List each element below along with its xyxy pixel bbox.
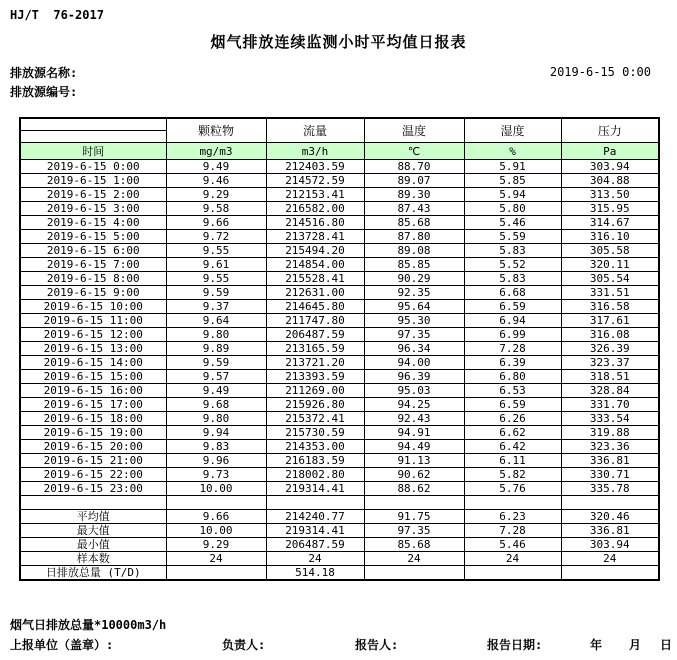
value-cell: 216582.00 — [266, 202, 364, 216]
year-label: 年 — [590, 638, 603, 652]
summary-value-cell — [166, 566, 266, 581]
summary-value-cell: 5.46 — [464, 538, 561, 552]
value-cell: 214645.80 — [266, 300, 364, 314]
time-cell: 2019-6-15 18:00 — [20, 412, 166, 426]
summary-value-cell: 10.00 — [166, 524, 266, 538]
value-cell: 9.96 — [166, 454, 266, 468]
value-cell: 320.11 — [561, 258, 659, 272]
value-cell: 9.72 — [166, 230, 266, 244]
value-cell: 89.08 — [364, 244, 464, 258]
value-cell: 5.85 — [464, 174, 561, 188]
reporting-unit-label: 上报单位（盖章）: — [10, 638, 114, 652]
value-cell: 85.68 — [364, 216, 464, 230]
table-row — [20, 468, 659, 482]
value-cell: 323.37 — [561, 356, 659, 370]
summary-row — [20, 524, 659, 538]
table-row — [20, 314, 659, 328]
summary-row — [20, 510, 659, 524]
unit-temperature: ℃ — [364, 143, 464, 160]
value-cell: 9.59 — [166, 356, 266, 370]
value-cell: 326.39 — [561, 342, 659, 356]
total-emission-note: 烟气日排放总量*10000m3/h — [10, 618, 167, 632]
table-row — [20, 188, 659, 202]
spacer-cell — [20, 496, 166, 510]
value-cell: 330.71 — [561, 468, 659, 482]
value-cell: 9.66 — [166, 216, 266, 230]
summary-value-cell: 219314.41 — [266, 524, 364, 538]
table-row — [20, 160, 659, 174]
table-row — [20, 454, 659, 468]
col-header-humidity: 湿度 — [464, 118, 561, 143]
unit-particulate: mg/m3 — [166, 143, 266, 160]
value-cell: 318.51 — [561, 370, 659, 384]
table-row — [20, 370, 659, 384]
value-cell: 316.08 — [561, 328, 659, 342]
summary-label-cell: 最小值 — [20, 538, 166, 552]
table-row — [20, 482, 659, 496]
value-cell: 9.57 — [166, 370, 266, 384]
value-cell: 314.67 — [561, 216, 659, 230]
summary-value-cell: 7.28 — [464, 524, 561, 538]
value-cell: 5.91 — [464, 160, 561, 174]
summary-value-cell: 9.66 — [166, 510, 266, 524]
value-cell: 95.64 — [364, 300, 464, 314]
spacer-row — [20, 496, 659, 510]
day-label: 日 — [660, 638, 673, 652]
unit-humidity: % — [464, 143, 561, 160]
summary-value-cell: 24 — [364, 552, 464, 566]
table-row — [20, 342, 659, 356]
value-cell: 6.42 — [464, 440, 561, 454]
value-cell: 90.29 — [364, 272, 464, 286]
summary-row — [20, 566, 659, 581]
time-cell: 2019-6-15 11:00 — [20, 314, 166, 328]
value-cell: 305.58 — [561, 244, 659, 258]
time-cell: 2019-6-15 12:00 — [20, 328, 166, 342]
value-cell: 315.95 — [561, 202, 659, 216]
value-cell: 5.94 — [464, 188, 561, 202]
time-cell: 2019-6-15 21:00 — [20, 454, 166, 468]
summary-value-cell: 91.75 — [364, 510, 464, 524]
value-cell: 6.39 — [464, 356, 561, 370]
value-cell: 5.59 — [464, 230, 561, 244]
table-row — [20, 426, 659, 440]
value-cell: 215730.59 — [266, 426, 364, 440]
col-header-pressure: 压力 — [561, 118, 659, 143]
summary-value-cell: 9.29 — [166, 538, 266, 552]
header-blank-top-cell — [20, 118, 166, 131]
time-cell: 2019-6-15 2:00 — [20, 188, 166, 202]
time-cell: 2019-6-15 19:00 — [20, 426, 166, 440]
value-cell: 85.85 — [364, 258, 464, 272]
value-cell: 6.59 — [464, 300, 561, 314]
units-row — [20, 143, 659, 160]
summary-value-cell: 303.94 — [561, 538, 659, 552]
value-cell: 9.59 — [166, 286, 266, 300]
value-cell: 92.35 — [364, 286, 464, 300]
value-cell: 6.53 — [464, 384, 561, 398]
source-name-label: 排放源名称: — [10, 66, 78, 80]
time-cell: 2019-6-15 6:00 — [20, 244, 166, 258]
value-cell: 303.94 — [561, 160, 659, 174]
value-cell: 87.80 — [364, 230, 464, 244]
value-cell: 6.62 — [464, 426, 561, 440]
value-cell: 331.51 — [561, 286, 659, 300]
value-cell: 9.73 — [166, 468, 266, 482]
value-cell: 214516.80 — [266, 216, 364, 230]
value-cell: 90.62 — [364, 468, 464, 482]
value-cell: 215926.80 — [266, 398, 364, 412]
value-cell: 331.70 — [561, 398, 659, 412]
page-title: 烟气排放连续监测小时平均值日报表 — [210, 33, 467, 51]
value-cell: 213393.59 — [266, 370, 364, 384]
value-cell: 328.84 — [561, 384, 659, 398]
value-cell: 212631.00 — [266, 286, 364, 300]
value-cell: 5.82 — [464, 468, 561, 482]
summary-value-cell: 214240.77 — [266, 510, 364, 524]
value-cell: 9.61 — [166, 258, 266, 272]
value-cell: 92.43 — [364, 412, 464, 426]
table-row — [20, 258, 659, 272]
unit-pressure: Pa — [561, 143, 659, 160]
value-cell: 89.07 — [364, 174, 464, 188]
time-cell: 2019-6-15 14:00 — [20, 356, 166, 370]
value-cell: 6.99 — [464, 328, 561, 342]
value-cell: 87.43 — [364, 202, 464, 216]
value-cell: 9.37 — [166, 300, 266, 314]
value-cell: 215372.41 — [266, 412, 364, 426]
time-cell: 2019-6-15 0:00 — [20, 160, 166, 174]
time-cell: 2019-6-15 7:00 — [20, 258, 166, 272]
value-cell: 213721.20 — [266, 356, 364, 370]
hourly-averages-table — [19, 117, 660, 581]
value-cell: 316.58 — [561, 300, 659, 314]
spacer-cell — [166, 496, 266, 510]
value-cell: 6.26 — [464, 412, 561, 426]
value-cell: 6.80 — [464, 370, 561, 384]
value-cell: 7.28 — [464, 342, 561, 356]
summary-value-cell — [464, 566, 561, 581]
time-cell: 2019-6-15 5:00 — [20, 230, 166, 244]
summary-value-cell: 320.46 — [561, 510, 659, 524]
time-column-header: 时间 — [20, 143, 166, 160]
report-date-label: 报告日期: — [487, 638, 543, 652]
summary-label-cell: 样本数 — [20, 552, 166, 566]
value-cell: 5.76 — [464, 482, 561, 496]
value-cell: 9.80 — [166, 328, 266, 342]
spacer-cell — [561, 496, 659, 510]
time-cell: 2019-6-15 17:00 — [20, 398, 166, 412]
value-cell: 214854.00 — [266, 258, 364, 272]
time-cell: 2019-6-15 23:00 — [20, 482, 166, 496]
reporter-label: 报告人: — [355, 638, 399, 652]
time-cell: 2019-6-15 4:00 — [20, 216, 166, 230]
value-cell: 305.54 — [561, 272, 659, 286]
standard-code: HJ/T 76-2017 — [10, 8, 104, 22]
value-cell: 213728.41 — [266, 230, 364, 244]
table-row — [20, 230, 659, 244]
value-cell: 89.30 — [364, 188, 464, 202]
value-cell: 5.83 — [464, 272, 561, 286]
value-cell: 212153.41 — [266, 188, 364, 202]
col-header-flow: 流量 — [266, 118, 364, 143]
value-cell: 6.94 — [464, 314, 561, 328]
time-cell: 2019-6-15 22:00 — [20, 468, 166, 482]
value-cell: 96.39 — [364, 370, 464, 384]
summary-value-cell: 24 — [166, 552, 266, 566]
summary-label-cell: 日排放总量 (T/D) — [20, 566, 166, 581]
summary-value-cell: 336.81 — [561, 524, 659, 538]
value-cell: 218002.80 — [266, 468, 364, 482]
value-cell: 9.49 — [166, 384, 266, 398]
value-cell: 9.80 — [166, 412, 266, 426]
value-cell: 211269.00 — [266, 384, 364, 398]
value-cell: 94.49 — [364, 440, 464, 454]
value-cell: 214572.59 — [266, 174, 364, 188]
col-header-temperature: 温度 — [364, 118, 464, 143]
value-cell: 333.54 — [561, 412, 659, 426]
table-row — [20, 412, 659, 426]
value-cell: 215528.41 — [266, 272, 364, 286]
summary-value-cell: 97.35 — [364, 524, 464, 538]
value-cell: 5.83 — [464, 244, 561, 258]
time-cell: 2019-6-15 20:00 — [20, 440, 166, 454]
spacer-cell — [266, 496, 364, 510]
data-rows — [20, 160, 659, 496]
value-cell: 9.68 — [166, 398, 266, 412]
summary-rows — [20, 496, 659, 581]
table-row — [20, 174, 659, 188]
summary-value-cell — [561, 566, 659, 581]
value-cell: 5.80 — [464, 202, 561, 216]
table-row — [20, 300, 659, 314]
report-datetime: 2019-6-15 0:00 — [549, 65, 651, 79]
summary-value-cell: 206487.59 — [266, 538, 364, 552]
value-cell: 316.10 — [561, 230, 659, 244]
value-cell: 219314.41 — [266, 482, 364, 496]
spacer-cell — [364, 496, 464, 510]
time-cell: 2019-6-15 16:00 — [20, 384, 166, 398]
table-row — [20, 286, 659, 300]
value-cell: 9.89 — [166, 342, 266, 356]
time-cell: 2019-6-15 10:00 — [20, 300, 166, 314]
table-row — [20, 440, 659, 454]
value-cell: 88.70 — [364, 160, 464, 174]
table-row — [20, 398, 659, 412]
value-cell: 9.55 — [166, 244, 266, 258]
table-row — [20, 328, 659, 342]
source-id-label: 排放源编号: — [10, 85, 78, 99]
time-cell: 2019-6-15 1:00 — [20, 174, 166, 188]
value-cell: 95.03 — [364, 384, 464, 398]
summary-value-cell — [364, 566, 464, 581]
summary-label-cell: 最大值 — [20, 524, 166, 538]
responsible-person-label: 负责人: — [222, 638, 266, 652]
value-cell: 9.29 — [166, 188, 266, 202]
value-cell: 304.88 — [561, 174, 659, 188]
summary-label-cell: 平均值 — [20, 510, 166, 524]
table-row — [20, 356, 659, 370]
unit-flow: m3/h — [266, 143, 364, 160]
value-cell: 215494.20 — [266, 244, 364, 258]
value-cell: 313.50 — [561, 188, 659, 202]
value-cell: 211747.80 — [266, 314, 364, 328]
header-blank-bottom-cell — [20, 131, 166, 143]
summary-value-cell: 514.18 — [266, 566, 364, 581]
value-cell: 94.91 — [364, 426, 464, 440]
value-cell: 6.11 — [464, 454, 561, 468]
col-header-particulate: 颗粒物 — [166, 118, 266, 143]
time-cell: 2019-6-15 15:00 — [20, 370, 166, 384]
value-cell: 9.64 — [166, 314, 266, 328]
value-cell: 317.61 — [561, 314, 659, 328]
table-row — [20, 384, 659, 398]
value-cell: 6.59 — [464, 398, 561, 412]
header-row-top — [20, 118, 659, 131]
summary-value-cell: 24 — [561, 552, 659, 566]
summary-value-cell: 24 — [266, 552, 364, 566]
summary-value-cell: 6.23 — [464, 510, 561, 524]
value-cell: 9.55 — [166, 272, 266, 286]
value-cell: 335.78 — [561, 482, 659, 496]
value-cell: 88.62 — [364, 482, 464, 496]
value-cell: 319.88 — [561, 426, 659, 440]
table-row — [20, 272, 659, 286]
value-cell: 5.52 — [464, 258, 561, 272]
value-cell: 94.25 — [364, 398, 464, 412]
value-cell: 9.46 — [166, 174, 266, 188]
summary-row — [20, 552, 659, 566]
value-cell: 95.30 — [364, 314, 464, 328]
value-cell: 9.94 — [166, 426, 266, 440]
value-cell: 213165.59 — [266, 342, 364, 356]
table-header — [20, 118, 659, 160]
value-cell: 336.81 — [561, 454, 659, 468]
table-row — [20, 202, 659, 216]
spacer-cell — [464, 496, 561, 510]
value-cell: 323.36 — [561, 440, 659, 454]
value-cell: 6.68 — [464, 286, 561, 300]
value-cell: 212403.59 — [266, 160, 364, 174]
time-cell: 2019-6-15 9:00 — [20, 286, 166, 300]
value-cell: 97.35 — [364, 328, 464, 342]
value-cell: 10.00 — [166, 482, 266, 496]
month-label: 月 — [629, 638, 642, 652]
value-cell: 91.13 — [364, 454, 464, 468]
value-cell: 9.83 — [166, 440, 266, 454]
value-cell: 94.00 — [364, 356, 464, 370]
summary-value-cell: 24 — [464, 552, 561, 566]
value-cell: 206487.59 — [266, 328, 364, 342]
time-cell: 2019-6-15 13:00 — [20, 342, 166, 356]
value-cell: 5.46 — [464, 216, 561, 230]
table-row — [20, 244, 659, 258]
time-cell: 2019-6-15 8:00 — [20, 272, 166, 286]
value-cell: 214353.00 — [266, 440, 364, 454]
table-row — [20, 216, 659, 230]
summary-row — [20, 538, 659, 552]
value-cell: 96.34 — [364, 342, 464, 356]
time-cell: 2019-6-15 3:00 — [20, 202, 166, 216]
value-cell: 9.49 — [166, 160, 266, 174]
value-cell: 216183.59 — [266, 454, 364, 468]
value-cell: 9.58 — [166, 202, 266, 216]
summary-value-cell: 85.68 — [364, 538, 464, 552]
